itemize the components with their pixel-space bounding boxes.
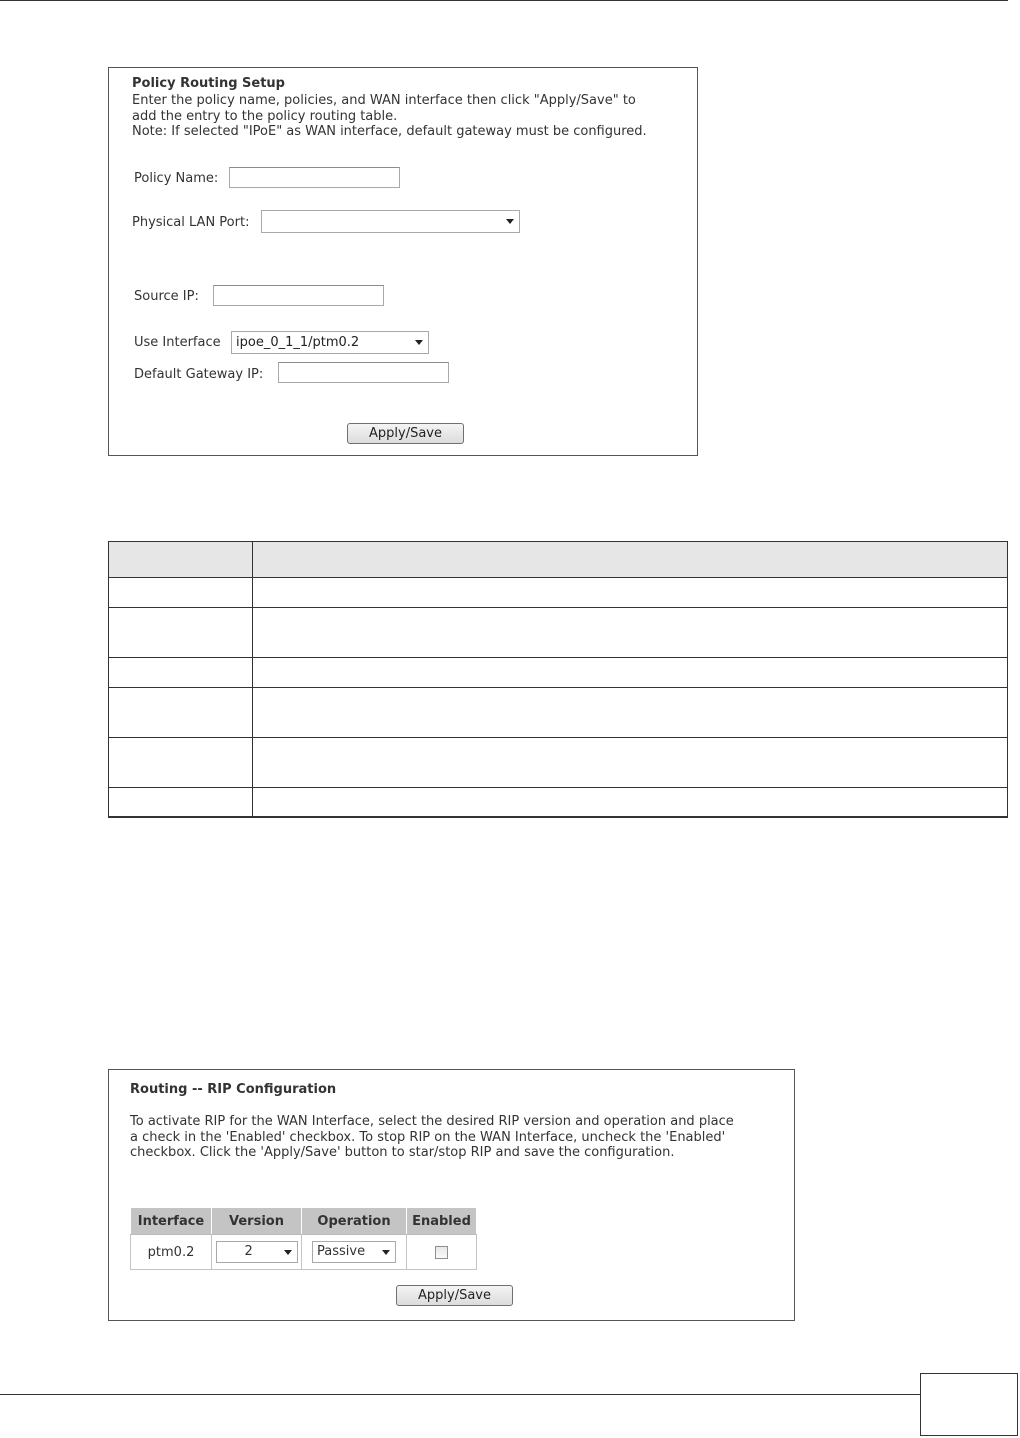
table-row [109,578,1007,608]
table-row [109,658,1007,688]
column-header-operation: Operation [302,1208,407,1235]
default-gateway-label: Default Gateway IP: [134,367,264,382]
rip-apply-save-button[interactable]: Apply/Save [396,1285,513,1306]
chevron-down-icon [415,340,423,345]
rip-table-header [131,1208,477,1235]
footer-rule [0,1394,920,1395]
policy-name-label: Policy Name: [134,171,219,186]
header-rule [0,0,1008,1]
default-gateway-input[interactable] [278,362,449,383]
column-header-interface: Interface [131,1208,212,1235]
rip-intro-line-1: To activate RIP for the WAN Interface, select the desired RIP version and operation and place [130,1114,734,1129]
version-select[interactable] [216,1241,298,1263]
policy-routing-panel [108,67,698,456]
version-cell [212,1235,302,1270]
chevron-down-icon [382,1250,390,1255]
field-description-table [108,541,1008,818]
operation-select[interactable] [312,1241,396,1263]
source-ip-label: Source IP: [134,289,199,304]
policy-name-input[interactable] [229,167,400,188]
use-interface-value: ipoe_0_1_1/ptm0.2 [236,335,360,350]
physical-lan-port-label: Physical LAN Port: [132,215,250,230]
operation-value: Passive [317,1244,366,1259]
apply-save-button[interactable]: Apply/Save [347,423,464,444]
enabled-checkbox[interactable] [435,1246,448,1259]
table-row [109,738,1007,788]
enabled-cell [407,1235,477,1270]
operation-cell [302,1235,407,1270]
rip-title: Routing -- RIP Configuration [130,1082,337,1097]
policy-intro-line-2: add the entry to the policy routing table. [132,109,398,124]
column-header-enabled: Enabled [407,1208,477,1235]
use-interface-select[interactable] [231,331,429,354]
interface-cell: ptm0.2 [131,1235,212,1270]
version-value: 2 [244,1244,253,1259]
page-number-box [920,1373,1018,1436]
table-row [109,688,1007,738]
table-column-divider [252,542,253,817]
table-header-row [109,542,1007,578]
rip-intro-line-3: checkbox. Click the 'Apply/Save' button to star/stop RIP and save the configuration. [130,1145,675,1160]
source-ip-input[interactable] [213,285,384,306]
table-row [109,788,1007,817]
use-interface-label: Use Interface [134,335,221,350]
table-row [109,608,1007,658]
rip-intro-line-2: a check in the 'Enabled' checkbox. To stop RIP on the WAN Interface, uncheck the 'Enabled' [130,1130,726,1145]
rip-table [130,1207,477,1270]
policy-routing-title: Policy Routing Setup [132,76,285,91]
policy-intro-note: Note: If selected "IPoE" as WAN interface, default gateway must be configured. [132,124,647,139]
physical-lan-port-select[interactable] [261,210,520,233]
table-row [131,1235,477,1270]
chevron-down-icon [284,1250,292,1255]
policy-intro-line-1: Enter the policy name, policies, and WAN interface then click "Apply/Save" to [132,93,636,108]
column-header-version: Version [212,1208,302,1235]
chevron-down-icon [506,219,514,224]
rip-configuration-panel [108,1069,795,1321]
